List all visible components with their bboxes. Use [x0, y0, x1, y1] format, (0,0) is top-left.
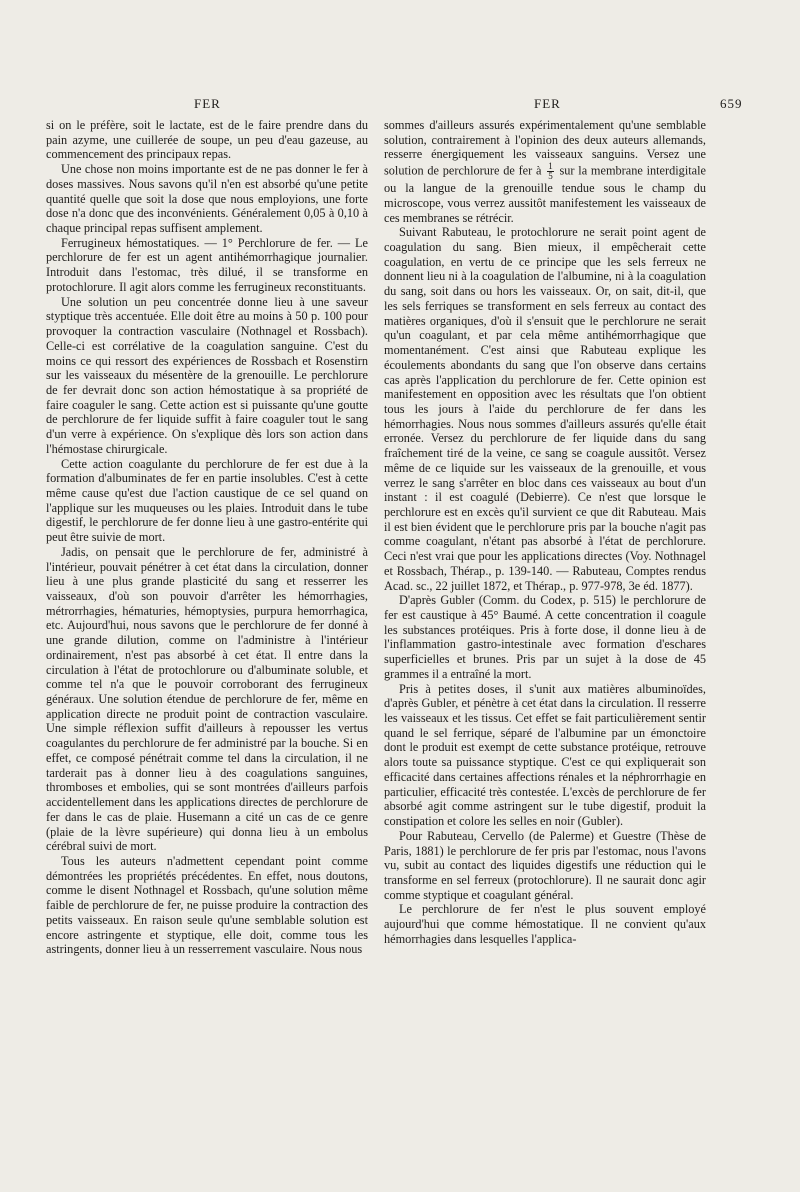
paragraph: Suivant Rabuteau, le protochlorure ne serait point agent de coagulation du sang. Bien mieux, il empêcherait cette coagulation, en vertu de ce principe que les sels ferreux ne donnent lieu ni à la coagulation de l'albumine, ni à la coagulation du sang, soit dans ou hors les vaisseaux. Or, on sait, dit-il, que les sels ferriques se transforment en sels ferreux au contact des matières organiques, d'où il s'ensuit que le perchlorure ne serait qu'un coagulant, et par cela même antihémorrhagique que momentanément. C'est ainsi que Rabuteau explique les écoulements abondants du sang que l'on observe dans certains cas après l'application du perchlorure de fer. Cette opinion est manifestement en opposition avec les résultats que l'on obtient tous les jours à l'aide du perchlorure de fer dans les hémorrhagies. Nous nous sommes d'ailleurs assurés qu'elle était erronée. Versez du perchlorure de fer liquide dans du sang fraîchement tiré de la veine, ce sang se coagule aussitôt. Versez même de ce liquide sur les vaisseaux de la grenouille, et vous verrez le sang s'arrêter en bloc dans ces vaisseaux au bout d'un instant : il est coagulé (Debierre). Ce n'est que lorsque le perchlorure est en excès qu'il survient ce que dit Rabuteau. Mais il est bien évident que le perchlorure pris par la bouche n'agit pas comme coagulant, n'étant pas absorbé à l'état de perchlorure. Ceci n'est vrai que pour les applications directes (Voy. Nothnagel et Rossbach, Thérap., p. 139-140. — Rabuteau, Comptes rendus Acad. sc., 22 juillet 1872, et Thérap., p. 977-978, 3e éd. 1877).	[384, 225, 706, 593]
paragraph: D'après Gubler (Comm. du Codex, p. 515) le perchlorure de fer est caustique à 45° Baumé. A cette concentration il coagule les substances protéiques. Pris à forte dose, il donne lieu à de l'inflammation gastro-intestinale avec formation d'eschares superficielles et brunes. Pris par un sujet à la dose de 45 grammes il a entraîné la mort.	[384, 593, 706, 681]
paragraph: Le perchlorure de fer n'est le plus souvent employé aujourd'hui que comme hémostatique. Il ne convient qu'aux hémorrhagies dans lesquelles l'applica-	[384, 902, 706, 946]
running-head-right: FER	[534, 96, 561, 111]
paragraph: Une solution un peu concentrée donne lieu à une saveur styptique très accentuée. Elle doit être au moins à 50 p. 100 pour provoquer la contraction vasculaire (Nothnagel et Rossbach). Celle-ci est corrélative de la coagulation sanguine. C'est du moins ce qui ressort des expériences de Rossbach et Rosenstirn sur les vaisseaux du mésentère de la grenouille. Le perchlorure de fer devrait donc son action hémostatique à sa propriété de faire coaguler le sang. Cette action est si puissante qu'une goutte de perchlorure de fer liquide suffit à faire coaguler tout le sang d'un verre à expérience. On s'explique dès lors son action dans l'hémostase chirurgicale.	[46, 294, 368, 456]
paragraph: Pris à petites doses, il s'unit aux matières albuminoïdes, d'après Gubler, et pénètre à cet état dans la circulation. Il resserre les vaisseaux et les tissus. Cet effet se fait particulièrement sentir quand le sel ferrique, séparé de l'albumine par un émonctoire dont le produit est exempt de cette substance protéique, retrouve alors toute sa puissance styptique. C'est ce qui expliquerait son efficacité dans certaines affections rénales et la néphrorrhagie en particulier, efficacité très contestée. L'excès de perchlorure de fer absorbé agit comme astringent sur le tube digestif, produit la constipation et colore les selles en noir (Gubler).	[384, 681, 706, 829]
paragraph: Ferrugineux hémostatiques. — 1° Perchlorure de fer. — Le perchlorure de fer est un agent antihémorrhagique journalier. Introduit dans l'estomac, très dilué, il se transforme en protochlorure. Il agit alors comme les ferrugineux reconstituants.	[46, 235, 368, 294]
fraction-denominator: 5	[548, 171, 553, 182]
paragraph	[384, 118, 706, 225]
paragraph: si on le préfère, soit le lactate, est de le faire prendre dans du pain azyme, une cuillerée de soupe, un peu d'eau gazeuse, au commencement des principaux repas.	[46, 118, 368, 162]
text-after-fraction: sur la membrane interdigitale ou la langue de la grenouille tendue sous le champ du microscope, vous verrez aussitôt manifestement les vaisseaux de ces membranes se rétrécir.	[384, 163, 706, 225]
running-head-left: FER	[194, 96, 221, 111]
fraction-numerator: 1	[548, 161, 553, 172]
paragraph: Cette action coagulante du perchlorure de fer est due à la formation d'albuminates de fer en partie insolubles. C'est à cette même cause qu'est due l'action caustique de ce sel quand on l'applique sur les muqueuses ou les plaies. Introduit dans le tube digestif, le perchlorure de fer donne lieu à une gastro-entérite qui peut être suivie de mort.	[46, 456, 368, 545]
fraction	[547, 162, 554, 181]
page-number: 659	[720, 96, 743, 111]
paragraph: Tous les auteurs n'admettent cependant point comme démontrées les propriétés précédentes. En effet, nous doutons, comme le disent Nothnagel et Rossbach, qu'une solution même faible de perchlorure de fer, ne puisse produire la contraction des petits vaisseaux. En raison seule qu'une semblable solution est encore astringente et styptique, elle doit, comme tous les astringents, donner lieu à un resserrement vasculaire. Nous nous	[46, 853, 368, 957]
right-column	[384, 118, 706, 947]
paragraph: Pour Rabuteau, Cervello (de Palerme) et Guestre (Thèse de Paris, 1881) le perchlorure de fer pris par l'estomac, nous l'avons vu, subit au contact des liquides digestifs une réduction qui le transforme en sel ferreux (protochlorure). Il ne saurait donc agir comme styptique et coagulant général.	[384, 828, 706, 902]
left-column	[46, 118, 368, 957]
paragraph: Jadis, on pensait que le perchlorure de fer, administré à l'intérieur, pouvait pénétrer à cet état dans la circulation, donner lieu à une plus grande plasticité du sang et resserrer les vaisseaux, d'où son pouvoir d'arrêter les hémorrhagies, métrorrhagies, hématuries, hémoptysies, purpura hemorrhagica, etc. Aujourd'hui, nous savons que le perchlorure de fer donné à une grande dilution, comme on l'administre à l'intérieur ordinairement, n'est pas absorbé à cet état. Il entre dans la circulation à l'état de protochlorure ou d'albuminate soluble, et comme tel n'a que le pouvoir corroborant des ferrugineux généraux. Une solution étendue de perchlorure de fer, même en application directe ne produit point de contraction vasculaire. Une simple réflexion suffit d'ailleurs à repousser les vertus coagulantes du perchlorure de fer administré par la bouche. Si en effet, ce composé pénétrait comme tel dans la circulation, il ne tarderait pas à donner lieu à des coagulations sanguines, thromboses et embolies, qui se sont montrées d'ailleurs parfois accidentellement dans les applications directes de perchlorure de fer dans le cas de plaie. Husemann a cité un cas de ce genre (plaie de la lèvre supérieure) qui donna lieu à un embolus cérébral suivi de mort.	[46, 544, 368, 854]
text-before-fraction: sommes d'ailleurs assurés expérimentalement qu'une semblable solution, contrairement à l'opinion des deux auteurs allemands, resserre énergiquement les vaisseaux sanguins. Versez une solution de perchlorure de fer à	[384, 118, 706, 178]
paragraph: Une chose non moins importante est de ne pas donner le fer à doses massives. Nous savons qu'il n'en est absorbé qu'une petite quantité quelle que soit la dose que nous employions, une forte dose n'a donc que des inconvénients. Généralement 0,05 à 0,10 à chaque principal repas suffisent amplement.	[46, 162, 368, 236]
